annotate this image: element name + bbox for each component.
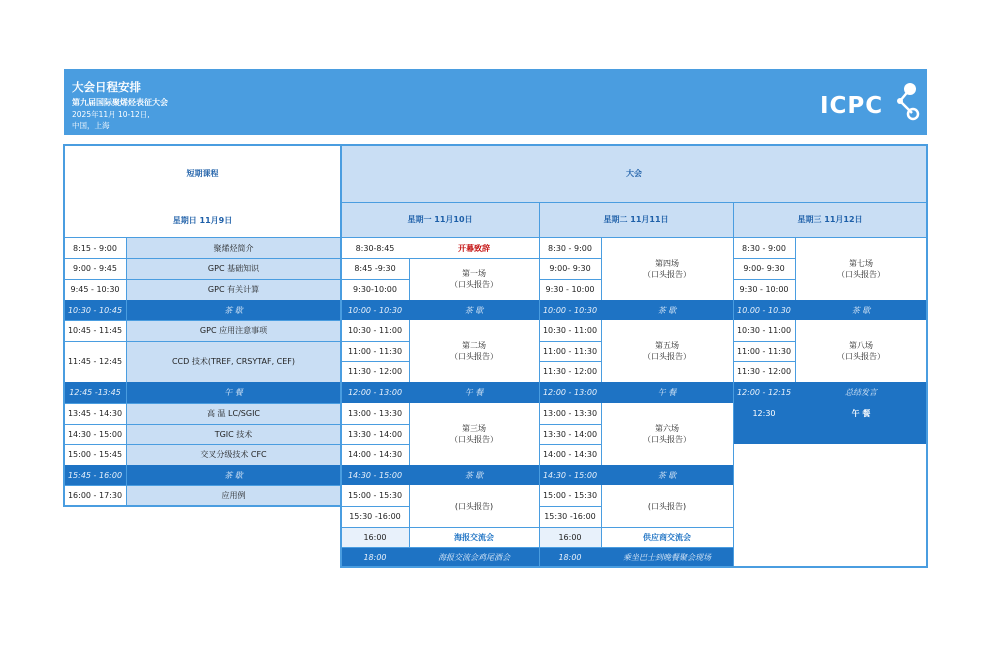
session-name: 第八场 <box>849 341 873 350</box>
wed-time: 11:30 - 12:00 <box>733 361 795 382</box>
mon-break-time: 10:00 - 10:30 <box>341 300 409 320</box>
session-name: 第一场 <box>462 269 486 278</box>
tue-evening-time: 18:00 <box>539 547 601 567</box>
tue-break: 茶 歇 <box>601 465 733 485</box>
tue-time: 8:30 - 9:00 <box>539 238 601 258</box>
session-type: （口头报告） <box>837 352 885 361</box>
session-oral-pm: (口头报告) <box>601 485 733 527</box>
sc-time: 16:00 - 17:30 <box>64 485 126 506</box>
mon-time: 15:00 - 15:30 <box>341 485 409 506</box>
mon-evening-time: 18:00 <box>341 547 409 567</box>
session-2 <box>409 320 539 382</box>
wed-break-time: 10.00 - 10.30 <box>733 300 795 320</box>
tue-time: 10:30 - 11:00 <box>539 320 601 341</box>
mon-time: 14:00 - 14:30 <box>341 444 409 465</box>
sc-lunch: 午 餐 <box>126 382 341 403</box>
closing-remarks: 总结发言 <box>795 382 927 402</box>
sc-event: GPC 应用注意事项 <box>126 320 341 341</box>
icpc-logo <box>816 77 922 127</box>
day-header-tue: 星期二 11月11日 <box>539 202 733 237</box>
short-course-day: 星期日 11月9日 <box>172 215 233 225</box>
mon-lunch-time: 12:00 - 13:00 <box>341 382 409 403</box>
session-type: （口头报告） <box>450 352 498 361</box>
sc-event: GPC 基础知识 <box>126 258 341 279</box>
tue-lunch: 午 餐 <box>601 382 733 403</box>
tue-time: 13:30 - 14:00 <box>539 424 601 444</box>
sc-break-time: 15:45 - 16:00 <box>64 465 126 485</box>
wed-time: 12:00 - 12:15 <box>733 382 795 402</box>
wed-time: 12:30 <box>733 403 795 423</box>
session-1 <box>409 258 539 300</box>
session-3 <box>409 403 539 465</box>
tue-break-time: 14:30 - 15:00 <box>539 465 601 485</box>
conference-name: 第九届国际聚烯烃表征大会 <box>72 98 168 107</box>
short-course-title: 短期课程 <box>186 168 219 178</box>
sc-event: 聚烯烃简介 <box>126 238 341 258</box>
session-4 <box>601 238 733 300</box>
session-name: 第四场 <box>655 259 679 268</box>
sc-time: 13:45 - 14:30 <box>64 403 126 424</box>
session-7 <box>795 238 927 300</box>
header-banner <box>64 69 927 135</box>
sc-event: TGIC 技术 <box>126 424 341 444</box>
session-type: （口头报告） <box>450 280 498 289</box>
mon-time: 10:30 - 11:00 <box>341 320 409 341</box>
session-type: （口头报告） <box>643 435 691 444</box>
mon-time: 15:30 -16:00 <box>341 506 409 527</box>
sc-time: 10:45 - 11:45 <box>64 320 126 341</box>
wed-time: 8:30 - 9:00 <box>733 238 795 258</box>
wed-time: 10:30 - 11:00 <box>733 320 795 341</box>
mon-break-time: 14:30 - 15:00 <box>341 465 409 485</box>
logo-text: ICPC <box>820 93 884 119</box>
session-type: （口头报告） <box>643 270 691 279</box>
tue-time: 9:30 - 10:00 <box>539 279 601 300</box>
session-name: 第六场 <box>655 424 679 433</box>
session-type: （口头报告） <box>643 352 691 361</box>
tue-break: 茶 歇 <box>601 300 733 320</box>
mon-break: 茶 歇 <box>409 300 539 320</box>
session-oral-pm: (口头报告) <box>409 485 539 527</box>
mon-time: 11:30 - 12:00 <box>341 361 409 382</box>
tue-time: 16:00 <box>539 527 601 547</box>
conference-date: 2025年11月 10-12日, <box>72 110 150 119</box>
tue-time: 11:00 - 11:30 <box>539 341 601 361</box>
tue-time: 13:00 - 13:30 <box>539 403 601 424</box>
sc-time: 9:00 - 9:45 <box>64 258 126 279</box>
tue-break-time: 10:00 - 10:30 <box>539 300 601 320</box>
sc-time: 11:45 - 12:45 <box>64 341 126 382</box>
dinner-bus: 乘坐巴士到晚餐聚会现场 <box>601 547 733 567</box>
day-header-mon: 星期一 11月10日 <box>341 202 539 237</box>
sc-lunch-time: 12:45 -13:45 <box>64 382 126 403</box>
tue-time: 15:30 -16:00 <box>539 506 601 527</box>
session-6 <box>601 403 733 465</box>
wed-empty-area <box>733 444 927 567</box>
sc-break: 茶 歇 <box>126 465 341 485</box>
poster-session: 海报交流会 <box>409 527 539 547</box>
mon-time: 11:00 - 11:30 <box>341 341 409 361</box>
sc-time: 9:45 - 10:30 <box>64 279 126 300</box>
tue-time: 14:00 - 14:30 <box>539 444 601 465</box>
molecule-icon <box>888 79 922 123</box>
tue-time: 15:00 - 15:30 <box>539 485 601 506</box>
day-header-wed: 星期三 11月12日 <box>733 202 927 237</box>
mon-time: 8:30-8:45 <box>341 238 409 258</box>
wed-break: 茶 歇 <box>795 300 927 320</box>
tue-time: 11:30 - 12:00 <box>539 361 601 382</box>
wed-time: 9:30 - 10:00 <box>733 279 795 300</box>
mon-time: 9:30-10:00 <box>341 279 409 300</box>
page-title: 大会日程安排 <box>72 80 141 94</box>
supplier-session: 供应商交流会 <box>601 527 733 547</box>
wed-time: 11:00 - 11:30 <box>733 341 795 361</box>
session-5 <box>601 320 733 382</box>
conference-title: 大会 <box>341 145 927 202</box>
opening-remarks: 开幕致辞 <box>409 238 539 258</box>
sc-event: 高 温 LC/SGIC <box>126 403 341 424</box>
tue-lunch-time: 12:00 - 13:00 <box>539 382 601 403</box>
wed-time: 9:00- 9:30 <box>733 258 795 279</box>
sc-break-time: 10:30 - 10:45 <box>64 300 126 320</box>
wed-lunch: 午 餐 <box>795 403 927 423</box>
session-8 <box>795 320 927 382</box>
tue-time: 9:00- 9:30 <box>539 258 601 279</box>
mon-lunch: 午 餐 <box>409 382 539 403</box>
mon-time: 8:45 -9:30 <box>341 258 409 279</box>
session-type: （口头报告） <box>837 270 885 279</box>
sc-time: 15:00 - 15:45 <box>64 444 126 465</box>
session-name: 第三场 <box>462 424 486 433</box>
sc-event: 交叉分级技术 CFC <box>126 444 341 465</box>
sc-time: 8:15 - 9:00 <box>64 238 126 258</box>
poster-cocktail: 海报交流会鸡尾酒会 <box>409 547 539 567</box>
mon-time: 13:30 - 14:00 <box>341 424 409 444</box>
session-name: 第七场 <box>849 259 873 268</box>
sc-break: 茶 歇 <box>126 300 341 320</box>
session-name: 第二场 <box>462 341 486 350</box>
sc-event: 应用例 <box>126 485 341 506</box>
session-type: （口头报告） <box>450 435 498 444</box>
mon-time: 13:00 - 13:30 <box>341 403 409 424</box>
sc-event: CCD 技术(TREF, CRSYTAF, CEF) <box>126 341 341 382</box>
mon-time: 16:00 <box>341 527 409 547</box>
sc-time: 14:30 - 15:00 <box>64 424 126 444</box>
mon-break: 茶 歇 <box>409 465 539 485</box>
conference-location: 中国，上海 <box>72 121 110 130</box>
session-name: 第五场 <box>655 341 679 350</box>
sc-event: GPC 有关计算 <box>126 279 341 300</box>
